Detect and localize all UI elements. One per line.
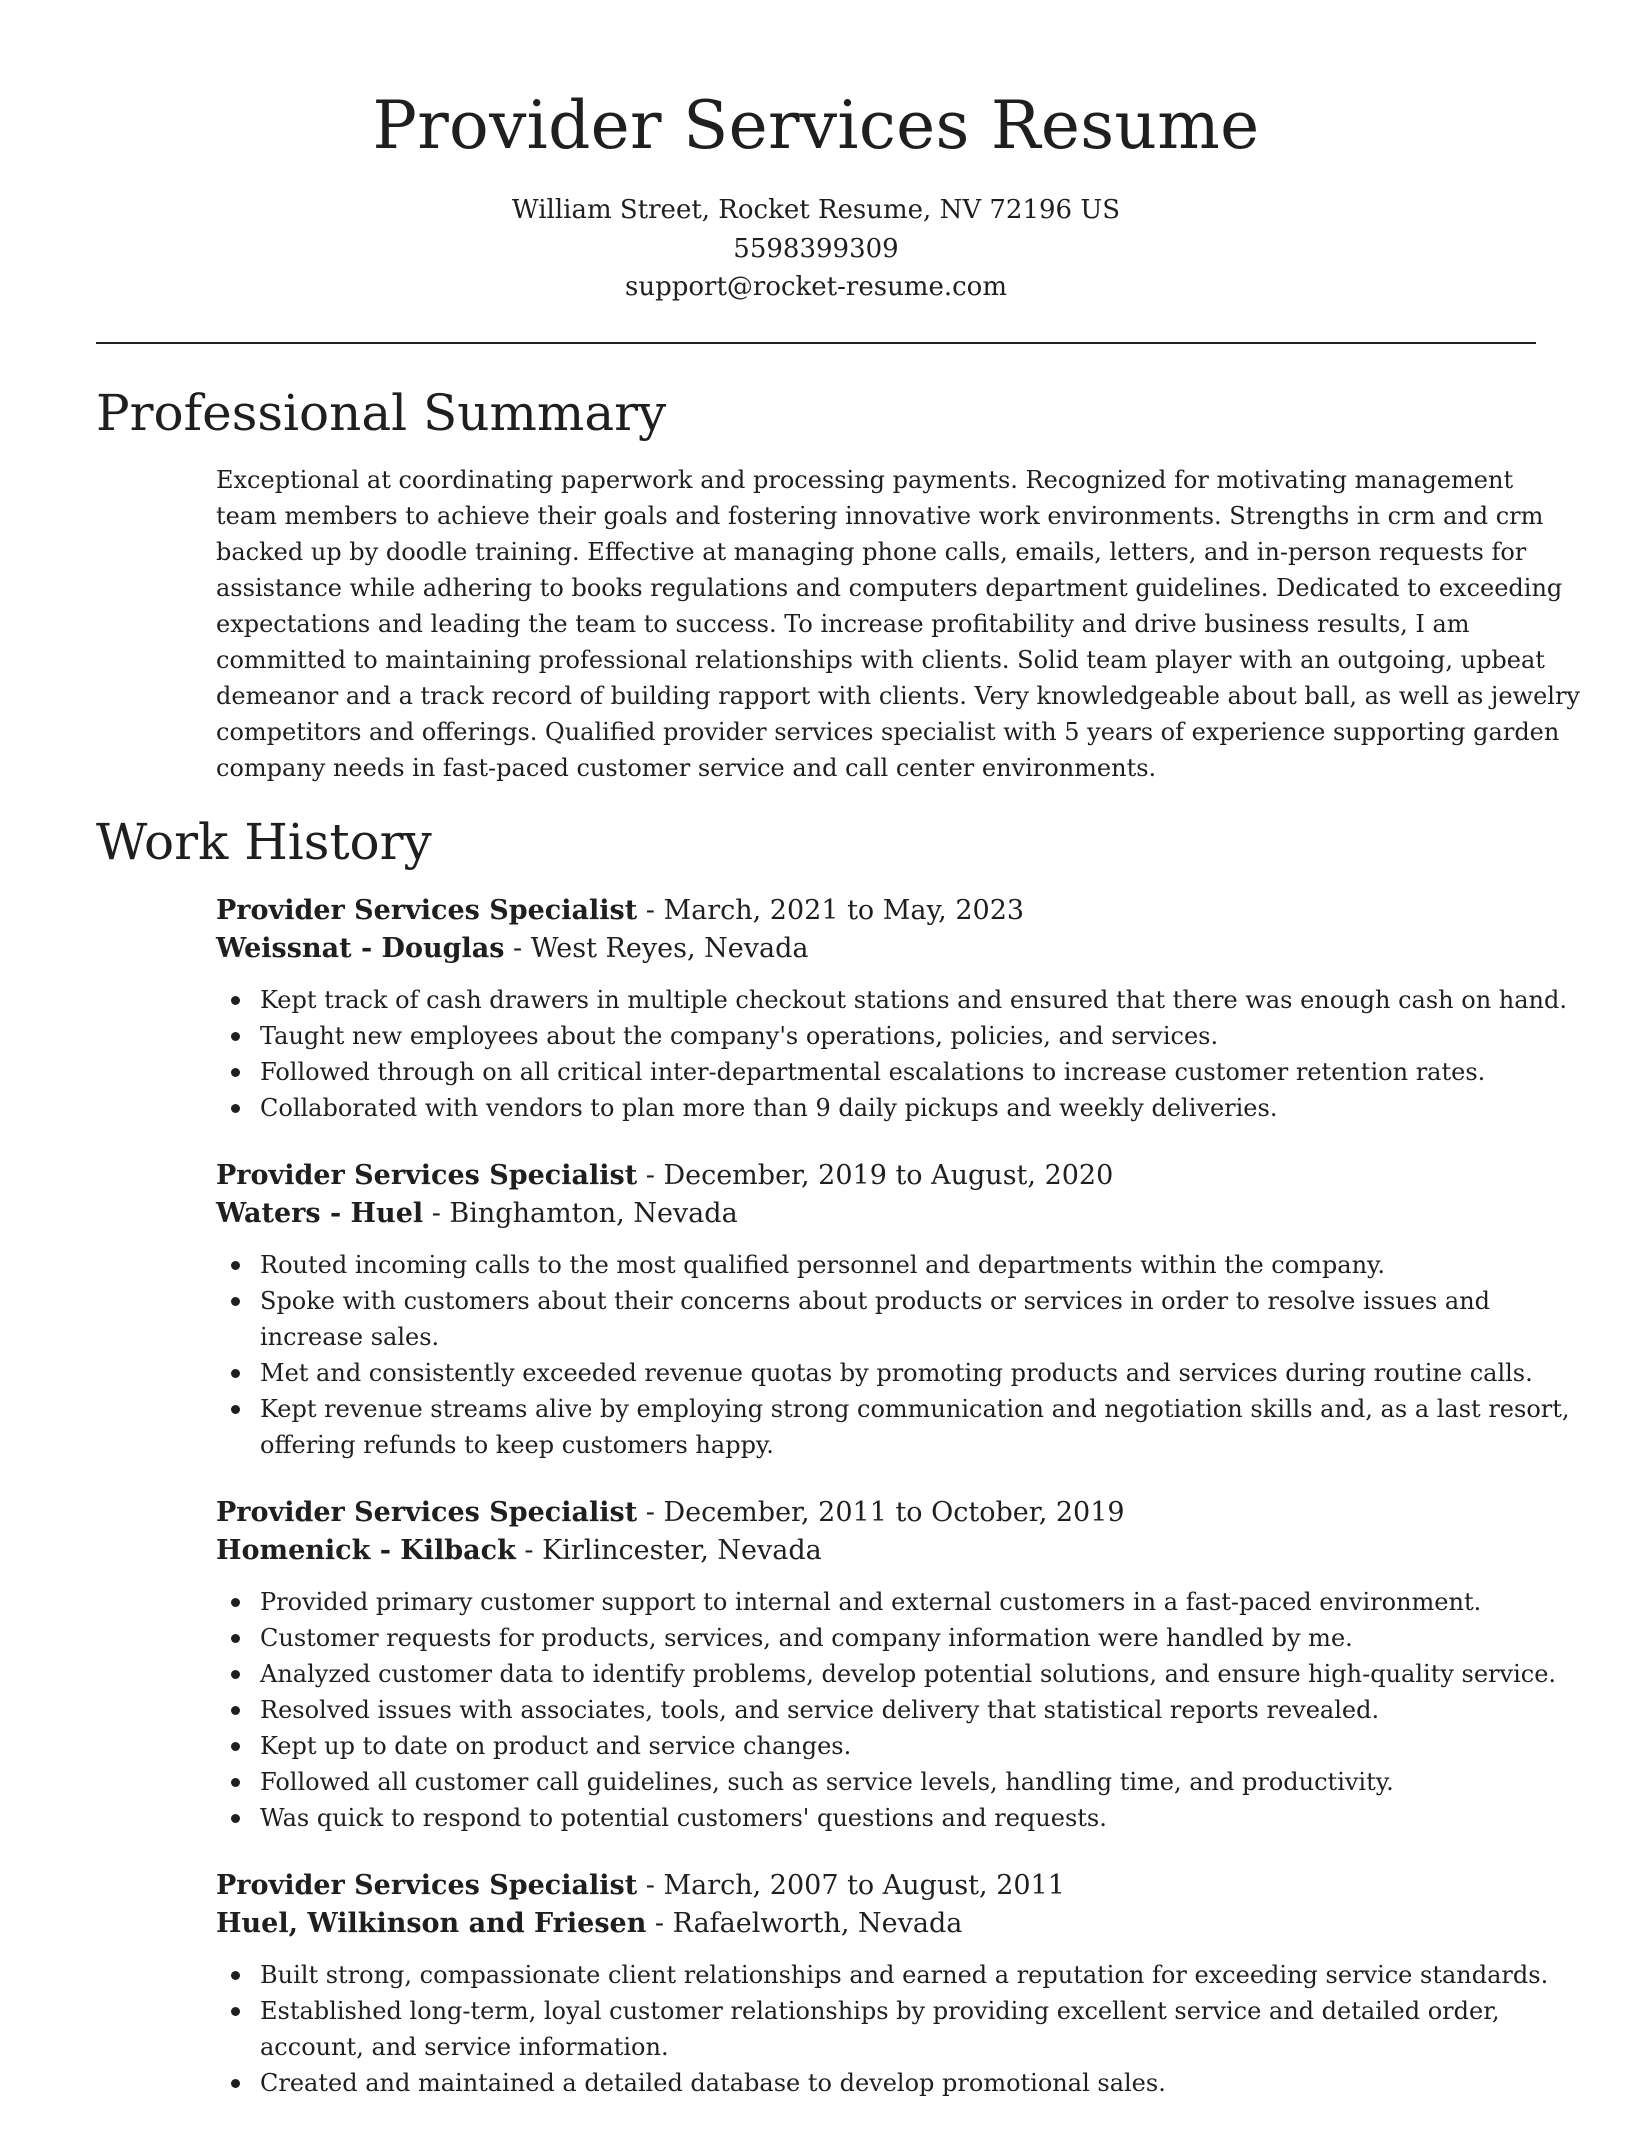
summary-heading: Professional Summary bbox=[96, 384, 667, 442]
duty-text-line: Built strong, compassionate client relationships and earned a reputation for exceeding service standards. bbox=[260, 1961, 1549, 1989]
resume-title: Provider Services Resume bbox=[372, 87, 1260, 164]
job-company: Weissnat - Douglas bbox=[216, 933, 505, 964]
work-history-heading: Work History bbox=[96, 813, 432, 871]
job-location: - West Reyes, Nevada bbox=[504, 933, 809, 964]
job-dates: - March, 2021 to May, 2023 bbox=[637, 895, 1025, 926]
duty-text-line: Created and maintained a detailed database to develop promotional sales. bbox=[260, 2069, 1166, 2097]
summary-line: team members to achieve their goals and fostering innovative work environments. Strengths in crm and crm bbox=[216, 502, 1544, 530]
job-title: Provider Services Specialist bbox=[216, 1870, 638, 1901]
job-entry bbox=[216, 1867, 1549, 2101]
job-company: Waters - Huel bbox=[216, 1198, 424, 1229]
duty-text-line: Met and consistently exceeded revenue quotas by promoting products and services during routine calls. bbox=[260, 1359, 1533, 1387]
duty-text-line: Routed incoming calls to the most qualified personnel and departments within the company. bbox=[260, 1251, 1386, 1279]
summary-line: committed to maintaining professional relationships with clients. Solid team player with an outgoing, upbeat bbox=[216, 646, 1545, 674]
duty-item bbox=[216, 1692, 1536, 1728]
duty-text-line: increase sales. bbox=[260, 1323, 440, 1351]
job-title-line bbox=[216, 1157, 1536, 1195]
job-location: - Binghamton, Nevada bbox=[423, 1198, 738, 1229]
summary-paragraph bbox=[216, 462, 1580, 786]
job-company-line bbox=[216, 1905, 1536, 1943]
duty-text-line: Provided primary customer support to internal and external customers in a fast-paced environment. bbox=[260, 1588, 1482, 1616]
duty-text-line: Collaborated with vendors to plan more than 9 daily pickups and weekly deliveries. bbox=[260, 1094, 1278, 1122]
job-title-line bbox=[216, 1494, 1536, 1532]
contact-block bbox=[0, 191, 1632, 307]
job-company: Huel, Wilkinson and Friesen bbox=[216, 1908, 647, 1939]
duty-item bbox=[216, 1054, 1536, 1090]
duty-item bbox=[216, 1656, 1557, 1692]
summary-line: company needs in fast-paced customer service and call center environments. bbox=[216, 754, 1157, 782]
job-title-line bbox=[216, 892, 1536, 930]
duty-item bbox=[216, 1283, 1536, 1355]
duty-item bbox=[216, 1728, 1536, 1764]
duty-text-line: account, and service information. bbox=[260, 2033, 669, 2061]
summary-line: competitors and offerings. Qualified provider services specialist with 5 years of experience supporting garden bbox=[216, 718, 1560, 746]
job-entry bbox=[216, 892, 1568, 1126]
duty-text-line: Spoke with customers about their concerns about products or services in order to resolve issues and bbox=[260, 1287, 1491, 1315]
duty-text-line: Customer requests for products, services, and company information were handled by me. bbox=[260, 1624, 1353, 1652]
job-duties-list bbox=[216, 982, 1568, 1126]
summary-line: backed up by doodle training. Effective at managing phone calls, emails, letters, and in-person requests for bbox=[216, 538, 1527, 566]
duty-text-line: Analyzed customer data to identify problems, develop potential solutions, and ensure high-quality service. bbox=[260, 1660, 1557, 1688]
job-dates: - March, 2007 to August, 2011 bbox=[637, 1870, 1065, 1901]
duty-item bbox=[216, 2065, 1536, 2101]
summary-line: demeanor and a track record of building rapport with clients. Very knowledgeable about ball, as well as jewelry bbox=[216, 682, 1580, 710]
work-history-list bbox=[216, 892, 1570, 2132]
duty-text-line: Followed all customer call guidelines, such as service levels, handling time, and productivity. bbox=[260, 1768, 1394, 1796]
duty-item bbox=[216, 1018, 1536, 1054]
summary-line: assistance while adhering to books regulations and computers department guidelines. Dedicated to exceeding bbox=[216, 574, 1563, 602]
duty-text-line: Followed through on all critical inter-departmental escalations to increase customer retention rates. bbox=[260, 1058, 1486, 1086]
job-duties-list bbox=[216, 1247, 1570, 1463]
duty-item bbox=[216, 1993, 1536, 2065]
job-location: - Kirlincester, Nevada bbox=[515, 1535, 822, 1566]
summary-line: Exceptional at coordinating paperwork and processing payments. Recognized for motivating management bbox=[216, 466, 1514, 494]
job-company-line bbox=[216, 1195, 1536, 1233]
job-location: - Rafaelworth, Nevada bbox=[646, 1908, 963, 1939]
duty-text-line: Kept up to date on product and service changes. bbox=[260, 1732, 852, 1760]
job-entry bbox=[216, 1157, 1570, 1463]
duty-text-line: Taught new employees about the company's operations, policies, and services. bbox=[260, 1022, 1219, 1050]
job-company-line bbox=[216, 1532, 1536, 1570]
job-title-line bbox=[216, 1867, 1536, 1905]
duty-item bbox=[216, 1764, 1536, 1800]
contact-phone: 5598399309 bbox=[733, 233, 899, 264]
duty-item bbox=[216, 982, 1568, 1018]
duty-text-line: Resolved issues with associates, tools, and service delivery that statistical reports revealed. bbox=[260, 1696, 1380, 1724]
job-company-line bbox=[216, 930, 1536, 968]
duty-text-line: Kept revenue streams alive by employing strong communication and negotiation skills and, as a last resort, bbox=[260, 1395, 1570, 1423]
contact-email: support@rocket-resume.com bbox=[624, 272, 1007, 302]
duty-item bbox=[216, 1391, 1570, 1463]
job-dates: - December, 2011 to October, 2019 bbox=[637, 1497, 1125, 1528]
summary-line: expectations and leading the team to success. To increase profitability and drive business results, I am bbox=[216, 610, 1470, 638]
job-duties-list bbox=[216, 1957, 1549, 2101]
duty-text-line: Established long-term, loyal customer relationships by providing excellent service and detailed order, bbox=[260, 1997, 1500, 2025]
job-title: Provider Services Specialist bbox=[216, 1160, 638, 1191]
header-divider bbox=[96, 342, 1536, 344]
duty-item bbox=[216, 1090, 1536, 1126]
job-title: Provider Services Specialist bbox=[216, 1497, 638, 1528]
contact-address: William Street, Rocket Resume, NV 72196 US bbox=[511, 195, 1121, 225]
job-company: Homenick - Kilback bbox=[216, 1535, 516, 1566]
job-title: Provider Services Specialist bbox=[216, 895, 638, 926]
duty-text-line: Was quick to respond to potential customers' questions and requests. bbox=[260, 1804, 1107, 1832]
job-entry bbox=[216, 1494, 1557, 1836]
duty-item bbox=[216, 1355, 1536, 1391]
duty-item bbox=[216, 1620, 1536, 1656]
duty-item bbox=[216, 1800, 1536, 1836]
duty-item bbox=[216, 1584, 1536, 1620]
duty-item bbox=[216, 1247, 1536, 1283]
duty-item bbox=[216, 1957, 1549, 1993]
job-duties-list bbox=[216, 1584, 1557, 1836]
duty-text-line: offering refunds to keep customers happy. bbox=[260, 1431, 774, 1459]
duty-text-line: Kept track of cash drawers in multiple checkout stations and ensured that there was enough cash on hand. bbox=[260, 986, 1568, 1014]
job-dates: - December, 2019 to August, 2020 bbox=[637, 1160, 1114, 1191]
